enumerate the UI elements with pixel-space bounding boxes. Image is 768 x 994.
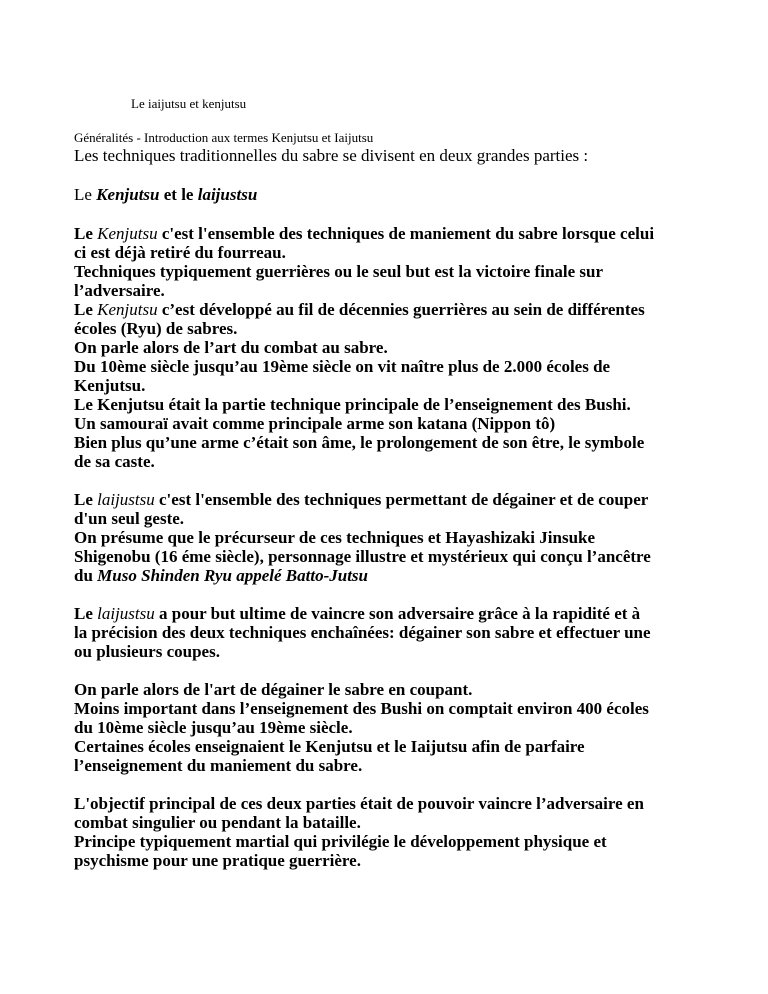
text-line: Du 10ème siècle jusqu’au 19ème siècle on vit naître plus de 2.000 écoles de	[74, 357, 611, 376]
paragraph-objective	[74, 794, 714, 870]
document-subtitle: Généralités - Introduction aux termes Kenjutsu et Iaijutsu	[74, 130, 374, 145]
text-line: On parle alors de l’art du combat au sabre.	[74, 338, 388, 357]
text-line: Principe typiquement martial qui privilégie le développement physique et	[74, 832, 607, 851]
heading-kenjutsu: Kenjutsu	[96, 185, 160, 204]
text-line: l’enseignement du maniement du sabre.	[74, 756, 363, 775]
text-line: du Muso Shinden Ryu appelé Batto-Jutsu	[74, 566, 368, 585]
intro-text: Les techniques traditionnelles du sabre se divisent en deux grandes parties :	[74, 146, 589, 165]
document-body	[74, 130, 714, 889]
text-line: ci est déjà retiré du fourreau.	[74, 243, 286, 262]
text-line: l’adversaire.	[74, 281, 165, 300]
text-line: combat singulier ou pendant la bataille.	[74, 813, 361, 832]
school-name: Muso Shinden Ryu appelé Batto-Jutsu	[97, 566, 368, 585]
text-line: Le Kenjutsu c’est développé au fil de décennies guerrières au sein de différentes	[74, 300, 645, 319]
text-line: Bien plus qu’une arme c’était son âme, le prolongement de son être, le symbole	[74, 433, 645, 452]
heading-le: Le	[74, 185, 97, 204]
text-line: Le Kenjutsu c'est l'ensemble des techniques de maniement du sabre lorsque celui	[74, 224, 655, 243]
text-line: On parle alors de l'art de dégainer le sabre en coupant.	[74, 680, 473, 699]
text-line: d'un seul geste.	[74, 509, 185, 528]
text-line: L'objectif principal de ces deux parties était de pouvoir vaincre l’adversaire en	[74, 794, 644, 813]
paragraph-kenjutsu	[74, 224, 714, 471]
text-line: Kenjutsu.	[74, 376, 146, 395]
text-line: Le laijustsu a pour but ultime de vaincre son adversaire grâce à la rapidité et à	[74, 604, 641, 623]
term-kenjutsu: Kenjutsu	[97, 300, 158, 319]
text-line: du 10ème siècle jusqu’au 19ème siècle.	[74, 718, 353, 737]
text-line: la précision des deux techniques enchaînées: dégainer son sabre et effectuer une	[74, 623, 651, 642]
text-line: Techniques typiquement guerrières ou le seul but est la victoire finale sur	[74, 262, 604, 281]
section-heading	[74, 185, 714, 204]
term-laijustsu: laijustsu	[97, 490, 155, 509]
text-line: ou plusieurs coupes.	[74, 642, 220, 661]
text-line: Shigenobu (16 éme siècle), personnage illustre et mystérieux qui conçu l’ancêtre	[74, 547, 651, 566]
paragraph-laijustsu-goal	[74, 604, 714, 661]
document-title: Le iaijutsu et kenjutsu	[131, 96, 247, 111]
paragraph-laijustsu	[74, 490, 714, 585]
heading-et: et le	[159, 185, 198, 204]
text-line: écoles (Ryu) de sabres.	[74, 319, 238, 338]
term-kenjutsu: Kenjutsu	[97, 224, 158, 243]
text-line: Certaines écoles enseignaient le Kenjutsu et le Iaijutsu afin de parfaire	[74, 737, 585, 756]
text-line: de sa caste.	[74, 452, 155, 471]
heading-laijustsu: laijustsu	[197, 185, 258, 204]
paragraph-art-of-drawing	[74, 680, 714, 775]
text-line: Le laijustsu c'est l'ensemble des techniques permettant de dégainer et de couper	[74, 490, 649, 509]
text-line: Un samouraï avait comme principale arme son katana (Nippon tô)	[74, 414, 556, 433]
term-laijustsu: laijustsu	[97, 604, 155, 623]
text-line: psychisme pour une pratique guerrière.	[74, 851, 361, 870]
text-line: Le Kenjutsu était la partie technique principale de l’enseignement des Bushi.	[74, 395, 631, 414]
text-line: Moins important dans l’enseignement des Bushi on comptait environ 400 écoles	[74, 699, 649, 718]
text-line: On présume que le précurseur de ces techniques et Hayashizaki Jinsuke	[74, 528, 596, 547]
